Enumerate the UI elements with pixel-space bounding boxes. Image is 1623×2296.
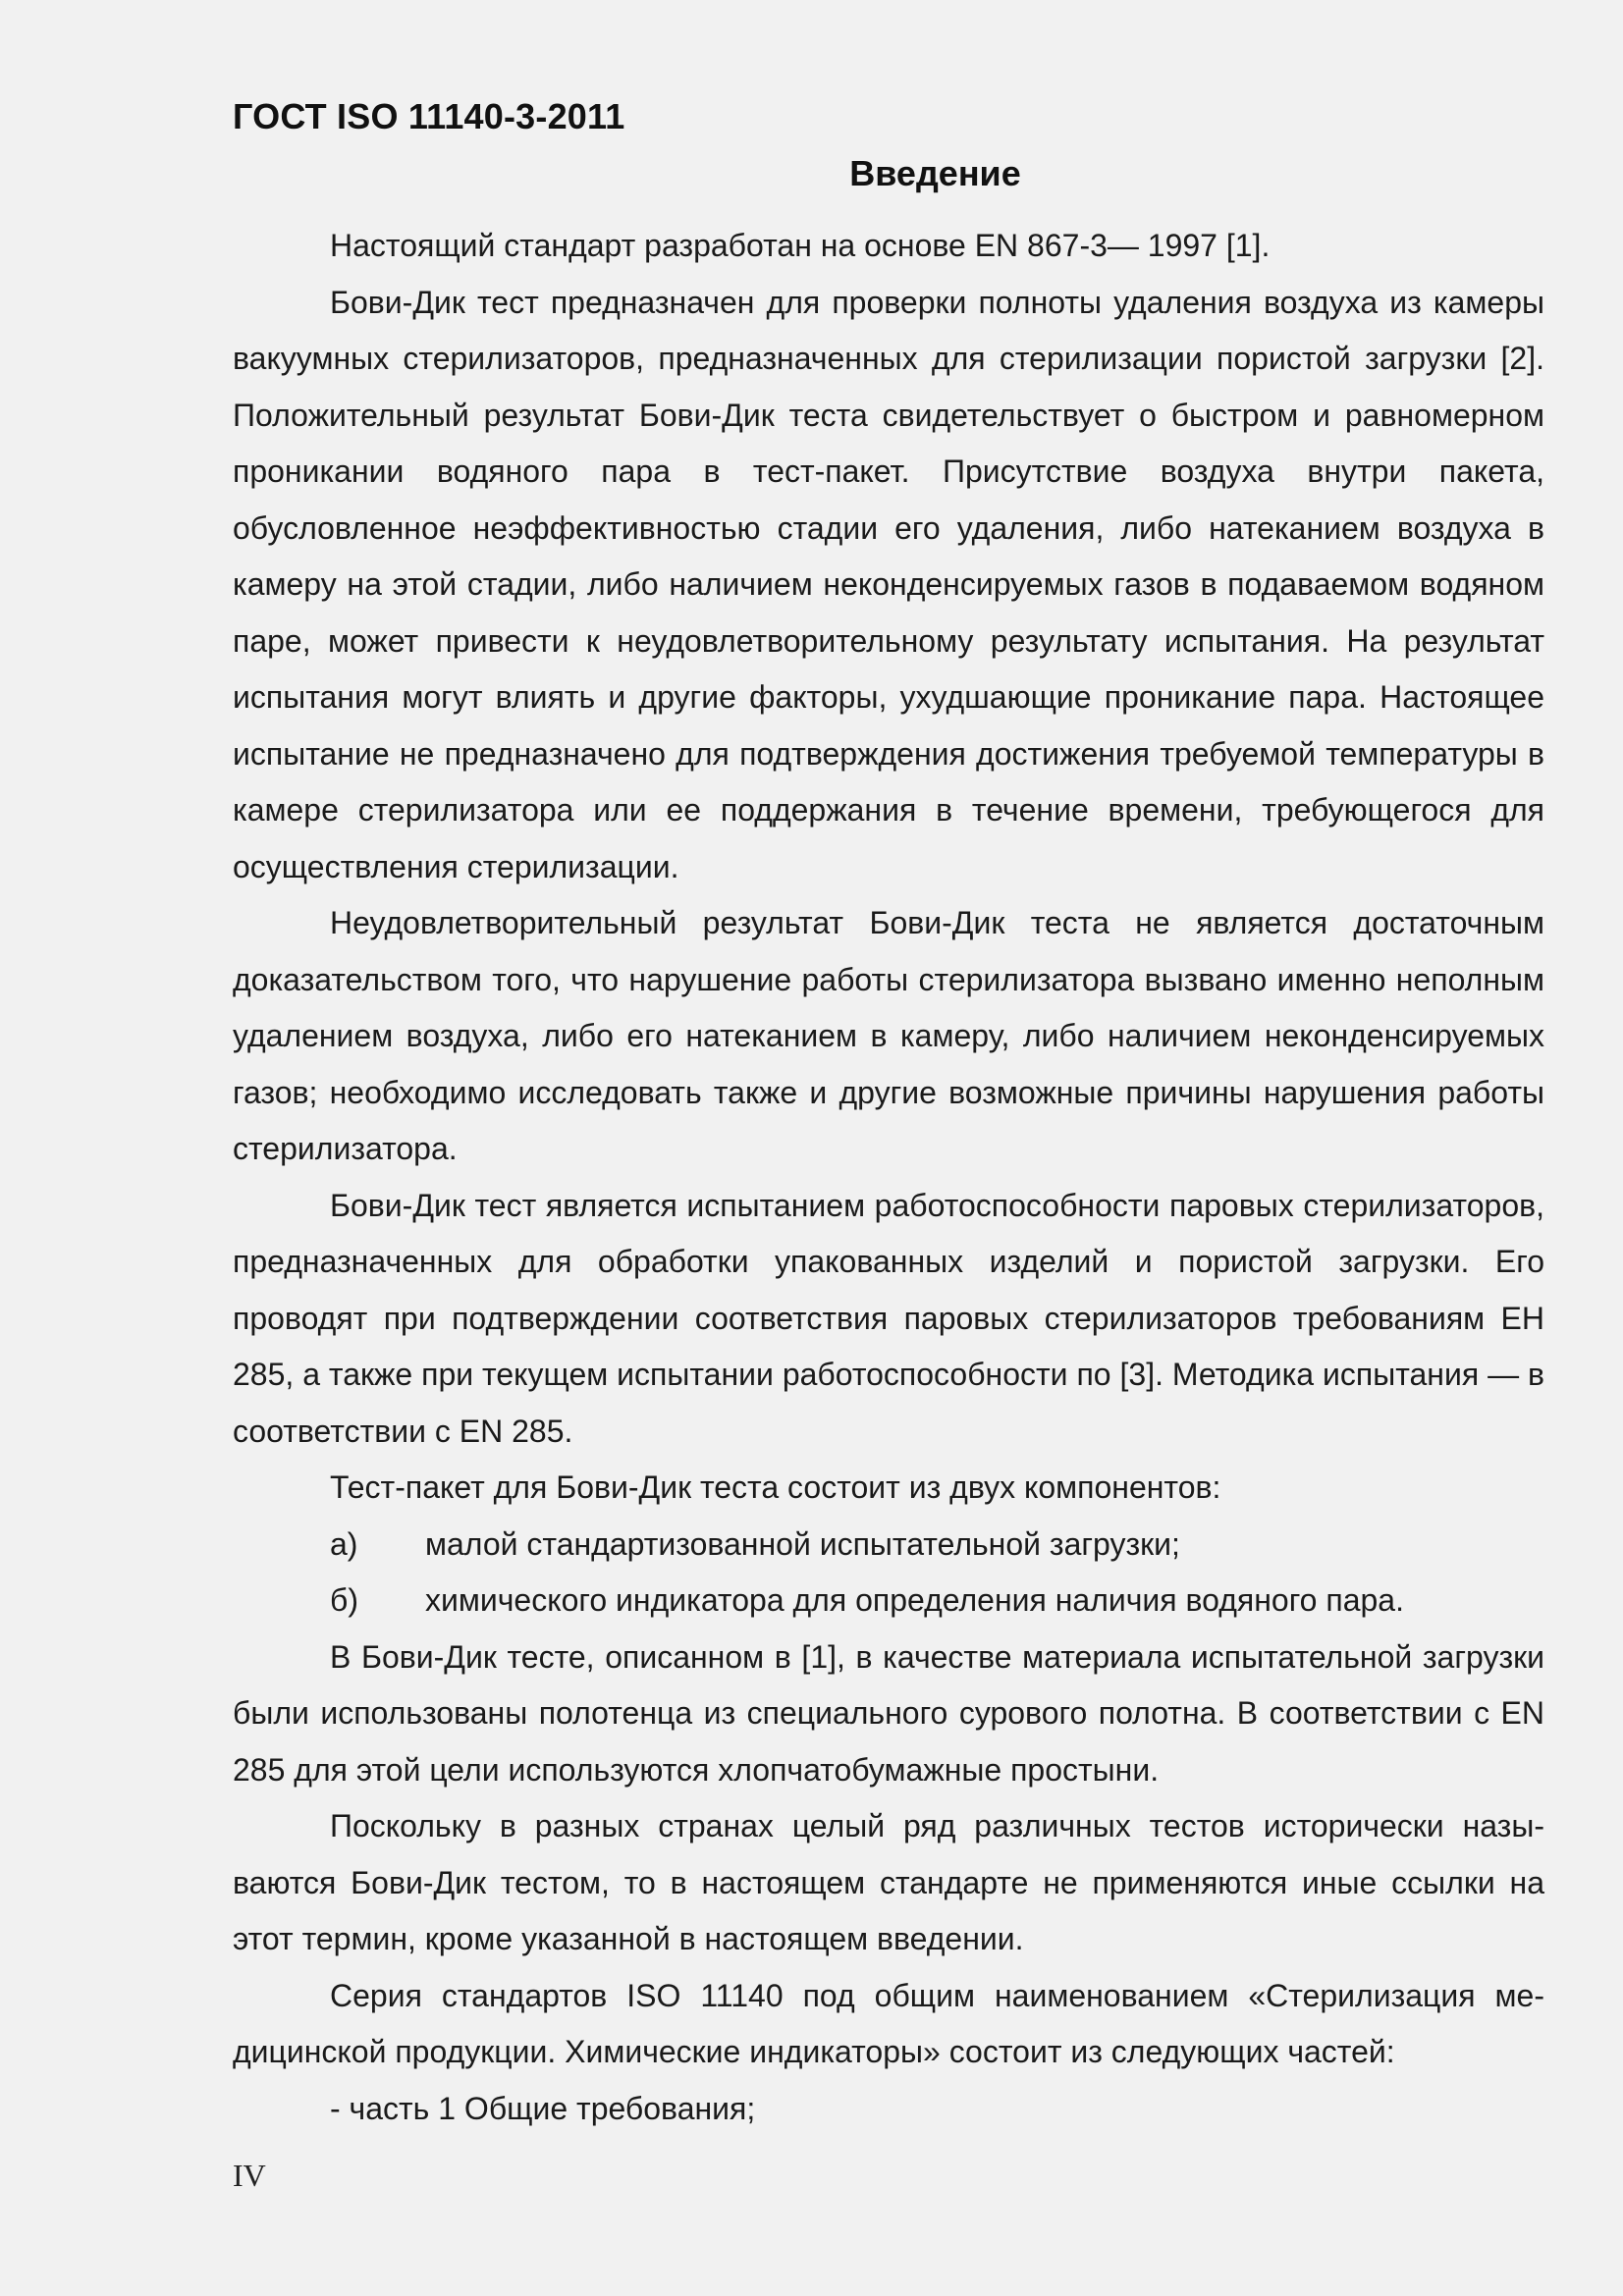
list-marker: б) bbox=[330, 1582, 358, 1618]
paragraph-performance-test: Бови-Дик тест является испытанием работоспособности паровых стерилизаторов, предназначенных для обработки упакованных изделий и пористой загрузки. Его проводят при подтверждении соответствия паровых стерилизаторов требованиям ЕН 285, а также при текущем испытании работоспособности по [3]. Методика испытания — в соответствии с EN 285. bbox=[233, 1187, 1544, 1449]
paragraph-failure: Неудовлетворительный результат Бови-Дик теста не является достаточным доказательством того, что нарушение работы стерилизатора вызвано именно неполным удалением воздуха, либо его натеканием в камеру, либо наличием неконденсируемых газов; необходимо исследовать также и другие возможные причины нарушения работы стерилизатора. bbox=[233, 905, 1544, 1166]
document-body bbox=[233, 218, 1544, 2137]
dash-list-item: - часть 1 Общие требования; bbox=[330, 2090, 756, 2126]
list-marker: а) bbox=[330, 1525, 358, 1562]
list-item-text: малой стандартизованной испытательной загрузки; bbox=[425, 1525, 1180, 1562]
list-item bbox=[233, 1517, 1544, 1574]
paragraph-purpose: Бови-Дик тест предназначен для проверки полноты удаления воздуха из камеры вакуумных стерилизаторов, предназначенных для стерилизации пористой загрузки [2]. Положительный результат Бови-Дик теста свидетельствует о быстром и равномерном проникании водяного пара в тест-пакет. Присутствие воздуха внутри пакета, обусловленное неэффективностью стадии его удаления, либо натеканием воздуха в камеру на этой стадии, либо наличием неконденсируемых газов в подаваемом водяном паре, может привести к неудовлетворительному результату испытания. На результат испытания могут влиять и другие факторы, ухудшающие проникание пара. Настоящее испытание не предназначено для подтверждения достижения требуемой температуры в камере стерилизатора или ее поддержания в течение времени, требующегося для осуществления стерилизации. bbox=[233, 284, 1544, 884]
page-number: IV bbox=[233, 2158, 266, 2193]
section-title: Введение bbox=[849, 153, 1021, 193]
paragraph-test-pack: Тест-пакет для Бови-Дик теста состоит из двух компонентов: bbox=[330, 1469, 1221, 1505]
list-item bbox=[233, 1573, 1544, 1629]
document-header: ГОСТ ISO 11140-3-2011 bbox=[233, 96, 625, 136]
paragraph-terminology: Поскольку в разных странах целый ряд различных тестов исторически называются Бови-Дик тестом, то в настоящем стандарте не применяются иные ссылки на этот термин, кроме указанной в настоящем введении. bbox=[233, 1808, 1544, 1956]
paragraph-basis: Настоящий стандарт разработан на основе EN 867-3— 1997 [1]. bbox=[330, 228, 1271, 263]
paragraph-series: Серия стандартов ISO 11140 под общим наименованием «Стерилизация медицинской продукции. Химические индикаторы» состоит из следующих частей: bbox=[233, 1977, 1544, 2069]
list-item-text: химического индикатора для определения наличия водяного пара. bbox=[425, 1582, 1404, 1618]
paragraph-test-material: В Бови-Дик тесте, описанном в [1], в качестве материала испытательной загрузки были использованы полотенца из специального сурового полотна. В соответствии с EN 285 для этой цели используются хлопчатобумажные простыни. bbox=[233, 1638, 1544, 1788]
